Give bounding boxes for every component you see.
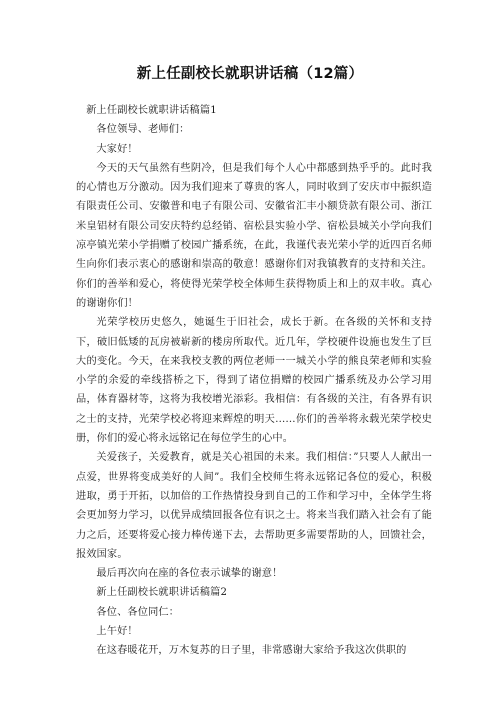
- paragraph: 各位、各位同仁：: [96, 606, 180, 618]
- paragraph: 今天的天气虽然有些阴冷，但是我们每个人心中都感到热乎乎的。此时我的心情也万分激动。因为我们迎来了尊贵的客人，同时收到了安庆市中振织造有限责任公司、安徽普和电子有限公司、安徽省汇丰小额贷款有限公司、浙江米皇铝材有限公司安庆特约总经销、宿松县实验小学、宿松县城关小学向我们凉亭镇光荣小学捐赠了校园广播系统，在此，我谨代表光荣小学的近四百名师生向你们表示衷心的感谢和崇高的敬意！感谢你们对我镇教育的支持和关注。你们的善举和爱心，将使得光荣学校全体师生获得物质上和上的双丰收。真心的谢谢你们！: [76, 162, 432, 309]
- paragraph: 新上任副校长就职讲话稿篇2: [96, 587, 228, 599]
- paragraph: 最后再次向在座的各位表示诚挚的谢意！: [96, 568, 283, 580]
- paragraph: 大家好！: [96, 143, 138, 155]
- document-title: 新上任副校长就职讲话稿（12篇）: [136, 66, 364, 82]
- paragraph: 各位领导、老师们：: [96, 124, 190, 136]
- paragraph: 光荣学校历史悠久，她诞生于旧社会，成长于新。在各级的关怀和支持下，破旧低矮的瓦房被崭新的楼房所取代。近几年，学校硬件设施也发生了巨大的变化。今天，在来我校支教的两位老师一一城关小学的熊良荣老师和实验小学的余爱的牵线搭桥之下，得到了诸位捐赠的校园广播系统及办公学习用品，体育器材等，这将为我校增光添彩。我相信：有各级的关注，有各界有识之士的支持，光荣学校必将迎来辉煌的明天……你们的善举将永载光荣学校史册，你们的爱心将永远铭记在每位学生的心中。: [76, 317, 432, 445]
- paragraph: 上午好！: [96, 626, 138, 638]
- paragraph: 新上任副校长就职讲话稿篇1: [86, 105, 217, 116]
- document-body: [76, 101, 432, 661]
- paragraph: 在这春暖花开，万木复苏的日子里，非常感谢大家给予我这次供职的: [96, 645, 407, 657]
- paragraph: 关爱孩子，关爱教育，就是关心祖国的未来。我们相信：”只要人人献出一点爱，世界将变成美好的人间”。我们全校师生将永远铭记各位的爱心，积极进取，勇于开拓，以加倍的工作热情投身到自己的工作和学习中，全体学生将会更加努力学习，以优异成绩回报各位有识之士。将来当我们踏入社会有了能力之后，还要将爱心接力棒传递下去，去帮助更多需要帮助的人，回馈社会，报效国家。: [76, 452, 432, 560]
